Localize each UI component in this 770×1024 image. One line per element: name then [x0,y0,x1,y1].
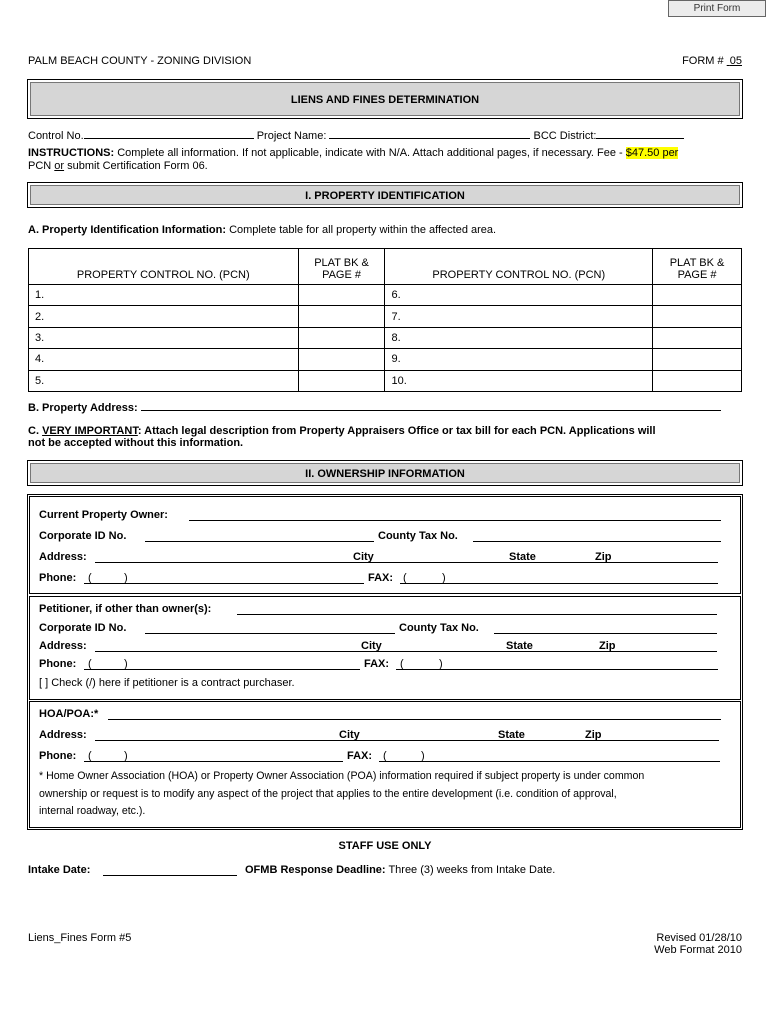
pcn-cell[interactable]: 1. [29,285,299,306]
owner-corp-field[interactable] [145,541,374,542]
footer-form-name: Liens_Fines Form #5 [28,932,132,944]
owner-corp-label: Corporate ID No. [39,530,127,542]
plat-cell[interactable] [653,370,742,391]
hoa-note-line-1: * Home Owner Association (HOA) or Property Owner Association (POA) information required if subject property is under common [39,770,645,782]
bcc-district-field[interactable] [596,129,684,139]
petitioner-fax-field[interactable] [396,669,718,670]
hoa-address-label: Address: [39,729,87,741]
property-info-row [28,224,742,236]
owner-address-label: Address: [39,551,87,563]
important-note-line-2: not be accepted without this information. [28,437,244,449]
petitioner-corp-field[interactable] [145,633,395,634]
instructions-line-2 [28,160,742,172]
bcc-district-label: BCC District: [533,130,597,142]
important-note-line-1: C. VERY IMPORTANT: Attach legal description from Property Appraisers Office or tax bill for each PCN. Applications will [28,425,656,437]
footer-revised: Revised 01/28/10 [656,932,742,944]
section-1-banner [27,182,743,208]
control-no-field[interactable] [84,129,254,139]
hoa-phone-field[interactable] [84,761,343,762]
hoa-fax-label: FAX: [347,750,373,762]
important-note [28,425,742,437]
pcn-cell[interactable]: 7. [385,306,653,327]
page-title: LIENS AND FINES DETERMINATION [30,82,740,116]
property-info-label: A. Property Identification Information: [28,224,227,236]
project-name-field[interactable] [329,129,530,139]
owner-field[interactable] [189,520,721,521]
staff-use-title: STAFF USE ONLY [338,840,432,852]
instructions-label: INSTRUCTIONS: [28,147,115,159]
hoa-state-label: State [498,729,525,741]
ofmb-label: OFMB Response Deadline: [245,864,386,876]
hoa-field[interactable] [108,719,721,720]
petitioner-phone-paren-open: ( [88,658,92,670]
plat-cell[interactable] [653,349,742,370]
hoa-zip-label: Zip [585,729,602,741]
table-row [29,349,742,370]
property-address-row [28,401,742,414]
owner-fax-paren-open: ( [403,572,407,584]
plat-cell[interactable] [298,327,385,348]
petitioner-zip-label: Zip [599,640,616,652]
agency-name: PALM BEACH COUNTY - ZONING DIVISION [28,55,252,67]
plat-cell[interactable] [298,285,385,306]
property-info-text: Complete table for all property within the affected area. [229,224,497,236]
form-number-label: FORM # [682,55,724,67]
petitioner-tax-field[interactable] [494,633,717,634]
pcn-table [28,248,742,392]
petitioner-phone-label: Phone: [39,658,77,670]
section-2-banner [27,460,743,486]
pcn-cell[interactable]: 4. [29,349,299,370]
petitioner-fax-paren-open: ( [400,658,404,670]
instructions-or: or [54,160,65,172]
hoa-phone-paren-close: ) [124,750,128,762]
table-row [29,285,742,306]
pcn-cell[interactable]: 5. [29,370,299,391]
section-2-title: II. OWNERSHIP INFORMATION [30,463,740,483]
intake-date-label: Intake Date: [28,864,91,876]
plat-header-right: PLAT BK & PAGE # [653,249,742,285]
owner-phone-paren-open: ( [88,572,92,584]
pcn-header-right: PROPERTY CONTROL NO. (PCN) [385,249,653,285]
instructions-cert: submit Certification Form 06. [67,160,208,172]
property-address-field[interactable] [141,401,721,411]
petitioner-address-field[interactable] [95,651,717,652]
petitioner-fax-paren-close: ) [439,658,443,670]
hoa-fax-paren-open: ( [383,750,387,762]
owner-label: Current Property Owner: [39,509,168,521]
ofmb-text: Three (3) weeks from Intake Date. [388,864,556,876]
instructions [28,147,742,159]
pcn-cell[interactable]: 8. [385,327,653,348]
petitioner-address-label: Address: [39,640,87,652]
plat-cell[interactable] [298,370,385,391]
hoa-city-label: City [339,729,360,741]
plat-cell[interactable] [298,306,385,327]
fee-amount: $47.50 per [625,147,679,159]
owner-state-label: State [509,551,536,563]
hoa-note-line-2: ownership or request is to modify any aspect of the project that applies to the entire development (i.e. condition of approval, [39,788,617,800]
table-row [29,327,742,348]
owner-phone-label: Phone: [39,572,77,584]
owner-tax-label: County Tax No. [378,530,458,542]
plat-cell[interactable] [653,327,742,348]
hoa-phone-label: Phone: [39,750,77,762]
owner-phone-paren-close: ) [124,572,128,584]
hoa-phone-paren-open: ( [88,750,92,762]
footer-format: Web Format 2010 [654,944,742,956]
ofmb-deadline [245,864,555,876]
petitioner-field[interactable] [237,614,717,615]
hoa-note-line-3: internal roadway, etc.). [39,805,146,817]
pcn-cell[interactable]: 2. [29,306,299,327]
pcn-cell[interactable]: 10. [385,370,653,391]
instructions-text: Complete all information. If not applicable, indicate with N/A. Attach additional pages, if necessary. Fee - [117,147,623,159]
petitioner-tax-label: County Tax No. [399,622,479,634]
hoa-fax-field[interactable] [379,761,720,762]
control-row [28,129,742,142]
plat-cell[interactable] [653,285,742,306]
property-address-label: B. Property Address: [28,402,138,414]
form-number-value: 05 [729,55,742,67]
important-note-2 [28,437,742,449]
pcn-header-left: PROPERTY CONTROL NO. (PCN) [29,249,299,285]
owner-fax-field[interactable] [400,583,718,584]
table-row [29,306,742,327]
plat-cell[interactable] [653,306,742,327]
hoa-address-field[interactable] [95,740,719,741]
owner-fax-paren-close: ) [442,572,446,584]
petitioner-city-label: City [361,640,382,652]
intake-date-field[interactable] [103,875,237,876]
owner-fax-label: FAX: [368,572,394,584]
table-row [29,370,742,391]
title-banner [27,79,743,119]
petitioner-fax-label: FAX: [364,658,390,670]
print-form-button[interactable]: Print Form [668,0,766,17]
contract-purchaser-check[interactable]: [ ] Check (/) here if petitioner is a contract purchaser. [39,677,295,689]
owner-tax-field[interactable] [473,541,721,542]
section-1-title: I. PROPERTY IDENTIFICATION [30,185,740,205]
plat-header-left: PLAT BK & PAGE # [298,249,385,285]
pcn-cell[interactable]: 3. [29,327,299,348]
owner-address-field[interactable] [95,562,718,563]
owner-zip-label: Zip [595,551,612,563]
hoa-fax-paren-close: ) [421,750,425,762]
project-name-label: Project Name: [256,130,327,142]
plat-cell[interactable] [298,349,385,370]
hoa-label: HOA/POA:* [39,708,99,720]
petitioner-label: Petitioner, if other than owner(s): [39,603,212,615]
control-no-label: Control No. [28,130,84,142]
owner-city-label: City [353,551,374,563]
form-number [682,55,742,67]
petitioner-state-label: State [506,640,533,652]
instructions-pcn: PCN [28,160,52,172]
pcn-cell[interactable]: 6. [385,285,653,306]
petitioner-corp-label: Corporate ID No. [39,622,127,634]
petitioner-phone-paren-close: ) [124,658,128,670]
pcn-cell[interactable]: 9. [385,349,653,370]
